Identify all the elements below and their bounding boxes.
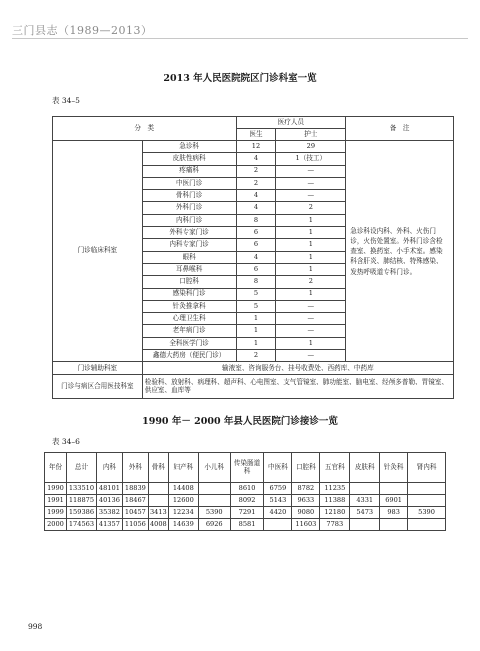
visits-cell: 40136: [96, 495, 122, 507]
visits-cell: 2000: [45, 519, 67, 531]
cell-nurse: —: [276, 300, 346, 312]
cell-nurse: 1: [276, 337, 346, 349]
cell-dept: 外科专家门诊: [142, 227, 236, 239]
visits-cell: 133510: [66, 483, 96, 495]
visits-header-cell: 针灸科: [380, 453, 408, 483]
visits-row: [45, 483, 446, 495]
cell-doctor: 6: [236, 227, 276, 239]
visits-header-cell: 中医科: [264, 453, 292, 483]
cell-doctor: 4: [236, 190, 276, 202]
visits-cell: 5390: [408, 507, 446, 519]
visits-header-cell: 传染肠道科: [230, 453, 264, 483]
header-remark: 备 注: [346, 117, 454, 141]
cell-nurse: 2: [276, 276, 346, 288]
visits-cell: [408, 483, 446, 495]
clinic-row: [53, 141, 454, 153]
visits-cell: 159386: [66, 507, 96, 519]
visits-cell: [350, 483, 380, 495]
shared-label: 门诊与病区合用医技科室: [53, 375, 143, 399]
cell-doctor: 8: [236, 276, 276, 288]
cell-nurse: —: [276, 177, 346, 189]
visits-cell: 11388: [320, 495, 350, 507]
visits-cell: [198, 495, 230, 507]
visits-cell: [148, 495, 168, 507]
cell-doctor: 2: [236, 177, 276, 189]
cell-nurse: —: [276, 325, 346, 337]
visits-header-cell: 骨科: [148, 453, 168, 483]
visits-cell: 6926: [198, 519, 230, 531]
table1-number: 表 34–5: [52, 96, 80, 105]
cell-nurse: 1: [276, 239, 346, 251]
visits-header-cell: 内科: [96, 453, 122, 483]
visits-cell: 7291: [230, 507, 264, 519]
cell-doctor: 4: [236, 202, 276, 214]
visits-cell: [148, 483, 168, 495]
cell-dept: 疼痛科: [142, 165, 236, 177]
cell-dept: 感染科门诊: [142, 288, 236, 300]
visits-cell: 48101: [96, 483, 122, 495]
visits-cell: 12180: [320, 507, 350, 519]
visits-header-cell: 外科: [122, 453, 148, 483]
header-doctor: 医生: [236, 129, 276, 141]
visits-cell: 14408: [168, 483, 198, 495]
visits-header-cell: 年份: [45, 453, 67, 483]
cell-dept: 皮肤性病科: [142, 153, 236, 165]
visits-cell: 11056: [122, 519, 148, 531]
cell-nurse: 1: [276, 263, 346, 275]
cell-nurse: 2: [276, 202, 346, 214]
cell-nurse: 1: [276, 251, 346, 263]
cell-nurse: 29: [276, 141, 346, 153]
visits-cell: 5473: [350, 507, 380, 519]
cell-doctor: 6: [236, 239, 276, 251]
cell-nurse: —: [276, 165, 346, 177]
cell-dept: 中医门诊: [142, 177, 236, 189]
cell-nurse: 1（技工）: [276, 153, 346, 165]
cell-nurse: 1: [276, 288, 346, 300]
visits-rows: [45, 483, 446, 531]
visits-cell: 8092: [230, 495, 264, 507]
visits-cell: [380, 483, 408, 495]
visits-cell: 10457: [122, 507, 148, 519]
visits-cell: 4008: [148, 519, 168, 531]
cell-nurse: —: [276, 190, 346, 202]
cell-doctor: 5: [236, 300, 276, 312]
visits-header-cell: 肾内科: [408, 453, 446, 483]
cell-dept: 耳鼻喉科: [142, 263, 236, 275]
visits-header-cell: 皮肤科: [350, 453, 380, 483]
visits-header-row: [45, 453, 446, 483]
visits-header-cell: 五官科: [320, 453, 350, 483]
cell-doctor: 1: [236, 313, 276, 325]
cell-doctor: 2: [236, 350, 276, 362]
visits-cell: 4420: [264, 507, 292, 519]
visits-cell: 14639: [168, 519, 198, 531]
header-nurse: 护士: [276, 129, 346, 141]
visits-cell: 8610: [230, 483, 264, 495]
cell-dept: 急诊科: [142, 141, 236, 153]
visits-header-cell: 总计: [66, 453, 96, 483]
cell-dept: 内科门诊: [142, 214, 236, 226]
visits-cell: 8782: [292, 483, 320, 495]
visits-cell: 983: [380, 507, 408, 519]
cell-dept: 外科门诊: [142, 202, 236, 214]
cell-dept: 全科医学门诊: [142, 337, 236, 349]
table1-title: 2013 年人民医院院区门诊科室一览: [163, 73, 317, 84]
cell-dept: 针灸推拿科: [142, 300, 236, 312]
cell-doctor: 1: [236, 325, 276, 337]
cell-doctor: 1: [236, 337, 276, 349]
cell-doctor: 5: [236, 288, 276, 300]
aux-value: 输液室、咨询服务台、挂号收费处、西药库、中药库: [142, 362, 453, 375]
table2-title: 1990 年－ 2000 年县人民医院门诊接诊一览: [142, 416, 338, 427]
cell-doctor: 6: [236, 263, 276, 275]
cell-doctor: 8: [236, 214, 276, 226]
visits-cell: 11603: [292, 519, 320, 531]
cell-nurse: 1: [276, 227, 346, 239]
visits-header-cell: 妇产科: [168, 453, 198, 483]
cell-dept: 眼科: [142, 251, 236, 263]
cell-nurse: —: [276, 350, 346, 362]
cell-dept: 鑫德大药房（便民门诊）: [142, 350, 236, 362]
visits-cell: 6901: [380, 495, 408, 507]
cell-doctor: 4: [236, 251, 276, 263]
visits-row: [45, 519, 446, 531]
visits-cell: [198, 483, 230, 495]
page-header: [0, 0, 480, 36]
group-label: 门诊临床科室: [53, 141, 143, 362]
cell-nurse: —: [276, 313, 346, 325]
visits-cell: 35382: [96, 507, 122, 519]
visits-cell: 4331: [350, 495, 380, 507]
visits-row: [45, 495, 446, 507]
visits-cell: [408, 519, 446, 531]
shared-value: 检验科、放射科、病理科、超声科、心电图室、支气管镜室、肺功能室、脑电室、经颅多普勒、胃镜室、供应室、血库等: [142, 375, 453, 399]
visits-cell: 7783: [320, 519, 350, 531]
cell-nurse: 1: [276, 214, 346, 226]
cell-dept: 心理卫生科: [142, 313, 236, 325]
visits-cell: 118875: [66, 495, 96, 507]
visits-cell: 41357: [96, 519, 122, 531]
visits-cell: 5143: [264, 495, 292, 507]
visits-cell: 18839: [122, 483, 148, 495]
header-rule: [12, 38, 468, 39]
visits-header-cell: 小儿科: [198, 453, 230, 483]
visits-cell: [408, 495, 446, 507]
visits-cell: 12600: [168, 495, 198, 507]
table2-number: 表 34–6: [52, 437, 80, 446]
clinic-departments-table: [52, 116, 454, 399]
remark-cell: 急诊科设内科、外科、火伤门诊，火伤处置室。外科门诊含检查室、换药室、小手术室。感染科含肝炎、肺结核、特殊感染、发热呼吸道专科门诊。: [346, 141, 454, 362]
visits-cell: 8581: [230, 519, 264, 531]
visits-cell: 6759: [264, 483, 292, 495]
visits-cell: 1991: [45, 495, 67, 507]
visits-cell: 5390: [198, 507, 230, 519]
visits-cell: 1999: [45, 507, 67, 519]
visits-cell: 1990: [45, 483, 67, 495]
cell-doctor: 2: [236, 165, 276, 177]
cell-dept: 口腔科: [142, 276, 236, 288]
header-staff: 医疗人员: [236, 117, 346, 129]
visits-cell: 18467: [122, 495, 148, 507]
visits-cell: [380, 519, 408, 531]
cell-dept: 内科专家门诊: [142, 239, 236, 251]
header-category: 分 类: [53, 117, 237, 141]
visits-cell: [350, 519, 380, 531]
outpatient-visits-table: [44, 452, 446, 531]
clinic-rows: [53, 141, 454, 362]
visits-cell: [264, 519, 292, 531]
aux-label: 门诊辅助科室: [53, 362, 143, 375]
cell-doctor: 4: [236, 153, 276, 165]
page-number: 998: [28, 622, 43, 631]
cell-doctor: 12: [236, 141, 276, 153]
visits-header-cell: 口腔科: [292, 453, 320, 483]
visits-cell: 9633: [292, 495, 320, 507]
visits-cell: 9080: [292, 507, 320, 519]
cell-dept: 骨科门诊: [142, 190, 236, 202]
visits-row: [45, 507, 446, 519]
cell-dept: 老年病门诊: [142, 325, 236, 337]
book-title: 三门县志（1989—2013）: [12, 24, 153, 37]
visits-cell: 12234: [168, 507, 198, 519]
visits-cell: 11235: [320, 483, 350, 495]
visits-cell: 174563: [66, 519, 96, 531]
visits-cell: 3413: [148, 507, 168, 519]
